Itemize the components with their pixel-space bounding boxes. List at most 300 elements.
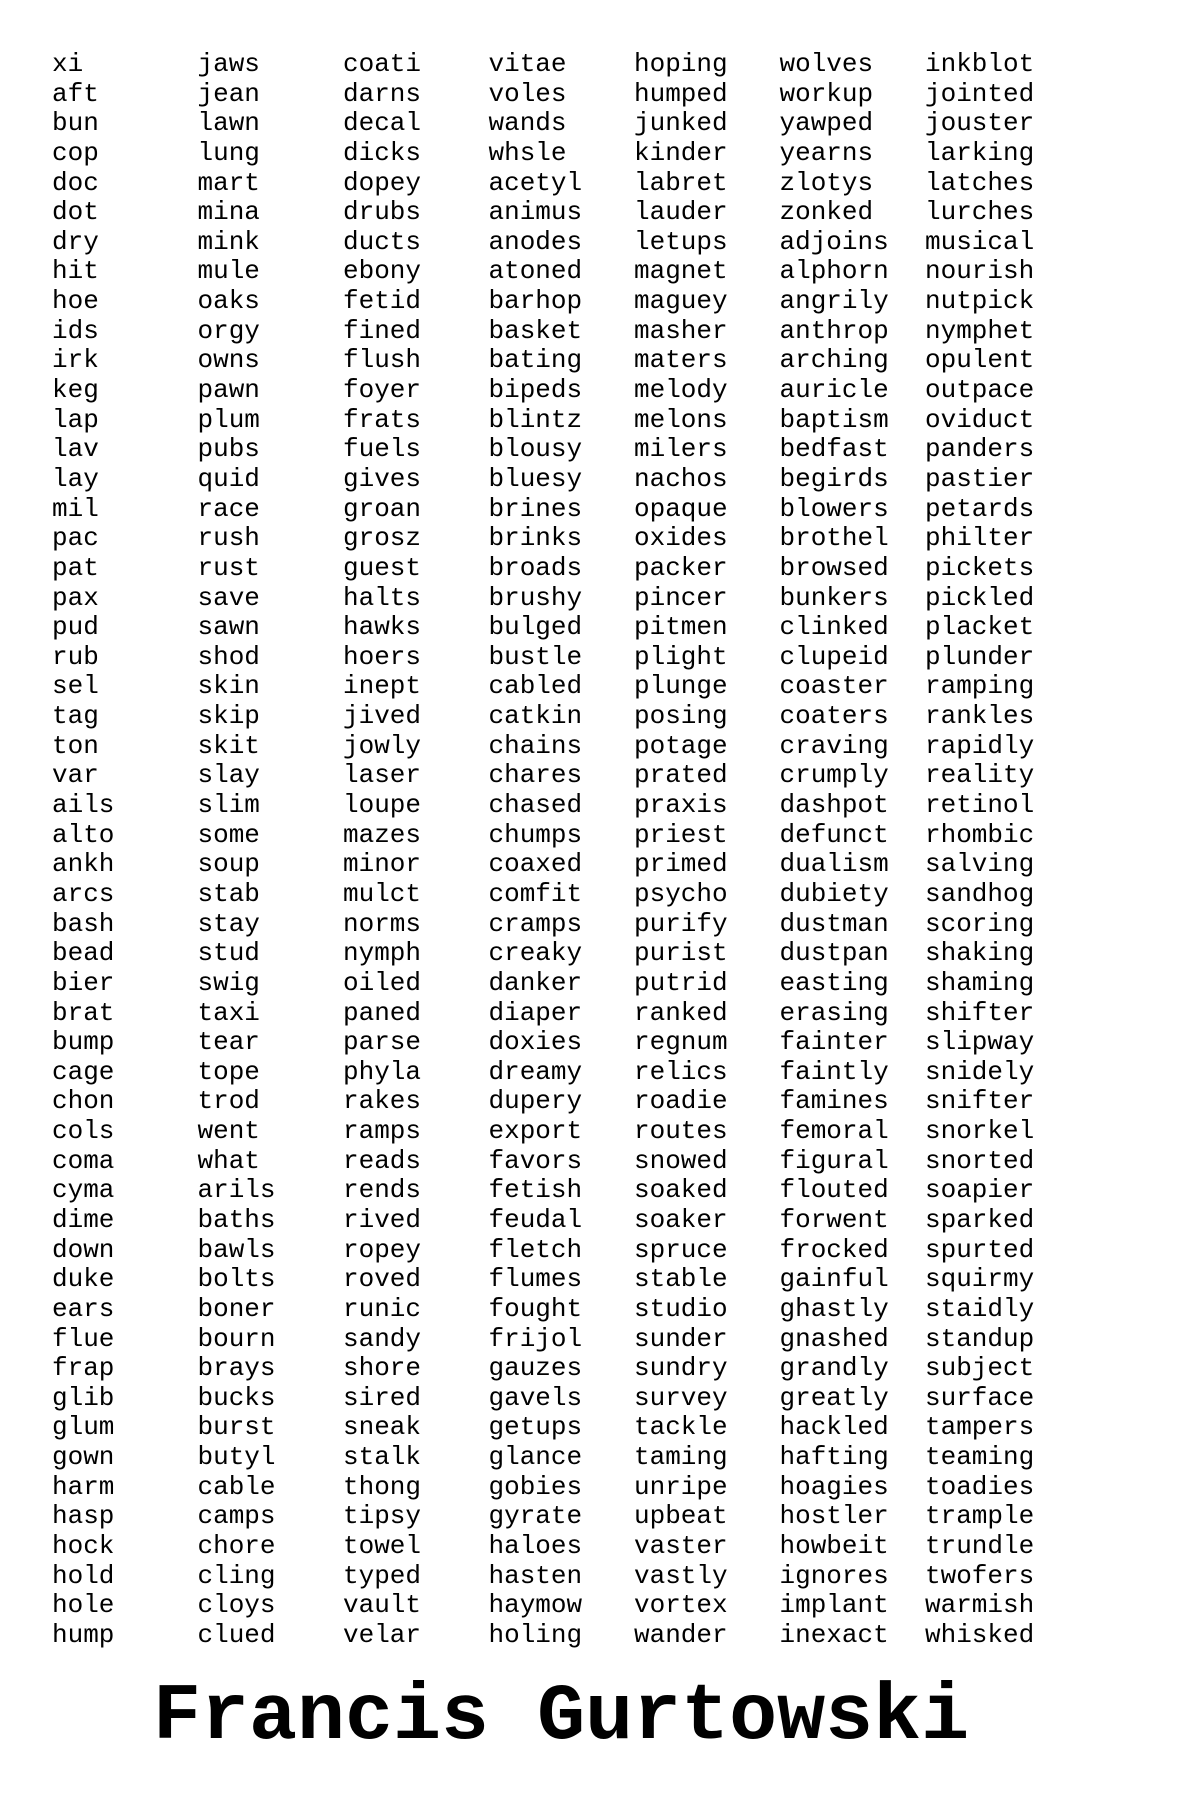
word-entry: studio xyxy=(634,1293,728,1324)
word-entry: dustpan xyxy=(779,938,889,969)
word-entry: lawn xyxy=(197,108,260,139)
word-entry: cling xyxy=(197,1560,276,1591)
word-entry: nourish xyxy=(925,256,1035,287)
word-column-3 xyxy=(343,50,489,1651)
word-entry: coati xyxy=(343,49,422,79)
word-entry: pax xyxy=(52,582,99,613)
word-entry: typed xyxy=(343,1560,422,1591)
word-entry: wands xyxy=(488,108,567,139)
word-entry: mina xyxy=(197,197,260,228)
word-entry: glance xyxy=(488,1442,583,1473)
word-entry: vault xyxy=(343,1590,422,1621)
word-entry: lay xyxy=(52,463,99,494)
word-entry: loupe xyxy=(343,790,422,821)
word-entry: getups xyxy=(488,1412,583,1443)
word-entry: outpace xyxy=(925,375,1035,406)
word-entry: cable xyxy=(197,1471,276,1502)
word-entry: ducts xyxy=(343,226,422,257)
word-entry: bump xyxy=(52,1027,115,1058)
word-entry: slipway xyxy=(925,1027,1035,1058)
word-entry: ropey xyxy=(343,1234,422,1265)
word-entry: bash xyxy=(52,908,115,939)
word-entry: vortex xyxy=(634,1590,728,1621)
word-entry: bluesy xyxy=(488,463,583,494)
word-entry: mazes xyxy=(343,819,422,850)
word-entry: zonked xyxy=(779,197,874,228)
word-entry: phyla xyxy=(343,1056,422,1087)
word-entry: fined xyxy=(343,315,422,346)
word-entry: nymph xyxy=(343,938,422,969)
word-entry: mule xyxy=(197,256,260,287)
word-entry: comfit xyxy=(488,878,583,909)
word-entry: ramps xyxy=(343,1116,422,1147)
word-entry: oaks xyxy=(197,286,260,317)
word-entry: catkin xyxy=(488,701,583,732)
word-entry: cyma xyxy=(52,1175,115,1206)
word-entry: fainter xyxy=(779,1027,889,1058)
author-name: Francis Gurtowski xyxy=(153,1672,970,1763)
word-entry: ghastly xyxy=(779,1293,889,1324)
word-entry: dupery xyxy=(488,1086,583,1117)
word-entry: orgy xyxy=(197,315,260,346)
word-entry: fletch xyxy=(488,1234,583,1265)
word-entry: jouster xyxy=(925,108,1035,139)
word-entry: quid xyxy=(197,463,260,494)
word-entry: thong xyxy=(343,1471,422,1502)
word-entry: flue xyxy=(52,1323,115,1354)
word-entry: spruce xyxy=(634,1234,728,1265)
word-entry: standup xyxy=(925,1323,1035,1354)
word-entry: trample xyxy=(925,1501,1035,1532)
word-entry: jived xyxy=(343,701,422,732)
word-entry: burst xyxy=(197,1412,276,1443)
word-entry: gobies xyxy=(488,1471,583,1502)
word-entry: squirmy xyxy=(925,1264,1035,1295)
word-entry: inept xyxy=(343,671,422,702)
word-entry: grosz xyxy=(343,523,422,554)
word-entry: slay xyxy=(197,760,260,791)
word-entry: hold xyxy=(52,1560,115,1591)
word-entry: humped xyxy=(634,78,728,109)
word-entry: magnet xyxy=(634,256,728,287)
word-entry: potage xyxy=(634,730,728,761)
word-entry: favors xyxy=(488,1145,583,1176)
word-entry: tag xyxy=(52,701,99,732)
word-entry: grandly xyxy=(779,1353,889,1384)
word-entry: inexact xyxy=(779,1619,889,1650)
word-entry: var xyxy=(52,760,99,791)
word-entry: soaker xyxy=(634,1204,728,1235)
word-entry: pitmen xyxy=(634,612,728,643)
word-entry: gnashed xyxy=(779,1323,889,1354)
word-entry: panders xyxy=(925,434,1035,465)
word-entry: packer xyxy=(634,552,728,583)
word-entry: vastly xyxy=(634,1560,728,1591)
word-entry: brat xyxy=(52,997,115,1028)
word-entry: gyrate xyxy=(488,1501,583,1532)
word-entry: prated xyxy=(634,760,728,791)
word-entry: dicks xyxy=(343,137,422,168)
word-entry: chore xyxy=(197,1531,276,1562)
word-entry: sawn xyxy=(197,612,260,643)
word-entry: norms xyxy=(343,908,422,939)
word-entry: nachos xyxy=(634,463,728,494)
word-entry: ignores xyxy=(779,1560,889,1591)
word-entry: famines xyxy=(779,1086,889,1117)
word-entry: shore xyxy=(343,1353,422,1384)
word-entry: musical xyxy=(925,226,1035,257)
word-entry: snidely xyxy=(925,1056,1035,1087)
word-entry: rub xyxy=(52,641,99,672)
word-entry: adjoins xyxy=(779,226,889,257)
word-entry: keg xyxy=(52,375,99,406)
word-entry: stab xyxy=(197,878,260,909)
word-entry: cage xyxy=(52,1056,115,1087)
word-entry: ears xyxy=(52,1293,115,1324)
word-entry: stalk xyxy=(343,1442,422,1473)
word-entry: angrily xyxy=(779,286,889,317)
word-entry: plunder xyxy=(925,641,1035,672)
word-entry: hasten xyxy=(488,1560,583,1591)
word-entry: retinol xyxy=(925,790,1035,821)
word-entry: export xyxy=(488,1116,583,1147)
word-entry: bead xyxy=(52,938,115,969)
word-entry: hostler xyxy=(779,1501,889,1532)
word-entry: arcs xyxy=(52,878,115,909)
word-entry: vitae xyxy=(488,49,567,79)
word-grid xyxy=(52,50,1071,1651)
word-entry: gives xyxy=(343,463,422,494)
word-entry: tackle xyxy=(634,1412,728,1443)
word-entry: latches xyxy=(925,167,1035,198)
word-entry: ranked xyxy=(634,997,728,1028)
word-entry: hoe xyxy=(52,286,99,317)
word-entry: purist xyxy=(634,938,728,969)
word-entry: mart xyxy=(197,167,260,198)
word-entry: implant xyxy=(779,1590,889,1621)
word-entry: dopey xyxy=(343,167,422,198)
word-entry: craving xyxy=(779,730,889,761)
word-entry: dustman xyxy=(779,908,889,939)
word-entry: ebony xyxy=(343,256,422,287)
word-entry: tampers xyxy=(925,1412,1035,1443)
word-entry: rankles xyxy=(925,701,1035,732)
word-entry: spurted xyxy=(925,1234,1035,1265)
word-entry: dot xyxy=(52,197,99,228)
word-entry: letups xyxy=(634,226,728,257)
word-entry: bun xyxy=(52,108,99,139)
word-entry: plum xyxy=(197,404,260,435)
word-entry: fetid xyxy=(343,286,422,317)
word-entry: shifter xyxy=(925,997,1035,1028)
word-entry: gauzes xyxy=(488,1353,583,1384)
word-entry: parse xyxy=(343,1027,422,1058)
word-column-2 xyxy=(198,50,344,1651)
word-entry: baptism xyxy=(779,404,889,435)
word-entry: twofers xyxy=(925,1560,1035,1591)
word-entry: towel xyxy=(343,1531,422,1562)
word-entry: roadie xyxy=(634,1086,728,1117)
word-entry: oiled xyxy=(343,967,422,998)
word-entry: pac xyxy=(52,523,99,554)
word-entry: hock xyxy=(52,1531,115,1562)
word-entry: flouted xyxy=(779,1175,889,1206)
word-entry: tope xyxy=(197,1056,260,1087)
word-entry: browsed xyxy=(779,552,889,583)
word-entry: pastier xyxy=(925,463,1035,494)
word-entry: sundry xyxy=(634,1353,728,1384)
word-entry: crumply xyxy=(779,760,889,791)
word-entry: blintz xyxy=(488,404,583,435)
word-entry: darns xyxy=(343,78,422,109)
word-entry: snifter xyxy=(925,1086,1035,1117)
word-entry: flumes xyxy=(488,1264,583,1295)
word-entry: unripe xyxy=(634,1471,728,1502)
word-entry: cloys xyxy=(197,1590,276,1621)
word-entry: pickets xyxy=(925,552,1035,583)
word-entry: hoagies xyxy=(779,1471,889,1502)
word-entry: cop xyxy=(52,137,99,168)
word-entry: sired xyxy=(343,1382,422,1413)
word-entry: auricle xyxy=(779,375,889,406)
word-entry: acetyl xyxy=(488,167,583,198)
word-entry: praxis xyxy=(634,790,728,821)
word-entry: sparked xyxy=(925,1204,1035,1235)
word-entry: cabled xyxy=(488,671,583,702)
word-entry: xi xyxy=(52,49,84,79)
word-entry: tipsy xyxy=(343,1501,422,1532)
word-entry: jaws xyxy=(197,49,260,79)
word-entry: staidly xyxy=(925,1293,1035,1324)
word-entry: mink xyxy=(197,226,260,257)
word-entry: decal xyxy=(343,108,422,139)
word-entry: danker xyxy=(488,967,583,998)
word-entry: duke xyxy=(52,1264,115,1295)
word-entry: bolts xyxy=(197,1264,276,1295)
word-entry: putrid xyxy=(634,967,728,998)
word-entry: oviduct xyxy=(925,404,1035,435)
word-entry: shaming xyxy=(925,967,1035,998)
word-entry: bating xyxy=(488,345,583,376)
word-entry: went xyxy=(197,1116,260,1147)
word-entry: primed xyxy=(634,849,728,880)
word-entry: brays xyxy=(197,1353,276,1384)
word-entry: rush xyxy=(197,523,260,554)
word-entry: frijol xyxy=(488,1323,583,1354)
word-entry: skip xyxy=(197,701,260,732)
word-entry: plunge xyxy=(634,671,728,702)
word-entry: lap xyxy=(52,404,99,435)
word-entry: fetish xyxy=(488,1175,583,1206)
word-entry: brothel xyxy=(779,523,889,554)
word-entry: reads xyxy=(343,1145,422,1176)
word-entry: begirds xyxy=(779,463,889,494)
word-entry: jointed xyxy=(925,78,1035,109)
word-entry: greatly xyxy=(779,1382,889,1413)
word-entry: paned xyxy=(343,997,422,1028)
word-entry: stud xyxy=(197,938,260,969)
word-entry: lauder xyxy=(634,197,728,228)
word-entry: regnum xyxy=(634,1027,728,1058)
word-entry: hole xyxy=(52,1590,115,1621)
word-entry: wander xyxy=(634,1619,728,1650)
word-entry: dualism xyxy=(779,849,889,880)
word-entry: flush xyxy=(343,345,422,376)
word-entry: hackled xyxy=(779,1412,889,1443)
word-entry: kinder xyxy=(634,137,728,168)
word-entry: hump xyxy=(52,1619,115,1650)
word-entry: lung xyxy=(197,137,260,168)
word-entry: reality xyxy=(925,760,1035,791)
word-entry: snorted xyxy=(925,1145,1035,1176)
word-entry: coaters xyxy=(779,701,889,732)
word-entry: upbeat xyxy=(634,1501,728,1532)
word-column-7 xyxy=(925,50,1071,1651)
word-entry: creaky xyxy=(488,938,583,969)
word-entry: pud xyxy=(52,612,99,643)
word-entry: anthrop xyxy=(779,315,889,346)
word-entry: shaking xyxy=(925,938,1035,969)
word-entry: save xyxy=(197,582,260,613)
word-entry: rhombic xyxy=(925,819,1035,850)
word-entry: maguey xyxy=(634,286,728,317)
word-entry: brines xyxy=(488,493,583,524)
word-entry: maters xyxy=(634,345,728,376)
word-entry: vaster xyxy=(634,1531,728,1562)
word-entry: shod xyxy=(197,641,260,672)
word-entry: chares xyxy=(488,760,583,791)
word-entry: what xyxy=(197,1145,260,1176)
word-entry: coaxed xyxy=(488,849,583,880)
word-entry: arching xyxy=(779,345,889,376)
word-entry: jean xyxy=(197,78,260,109)
word-entry: relics xyxy=(634,1056,728,1087)
word-entry: holing xyxy=(488,1619,583,1650)
word-entry: lav xyxy=(52,434,99,465)
word-entry: psycho xyxy=(634,878,728,909)
word-entry: warmish xyxy=(925,1590,1035,1621)
word-entry: rends xyxy=(343,1175,422,1206)
word-entry: chumps xyxy=(488,819,583,850)
word-entry: easting xyxy=(779,967,889,998)
word-entry: purify xyxy=(634,908,728,939)
word-entry: pat xyxy=(52,552,99,583)
word-entry: gavels xyxy=(488,1382,583,1413)
word-entry: clupeid xyxy=(779,641,889,672)
word-entry: erasing xyxy=(779,997,889,1028)
word-entry: dubiety xyxy=(779,878,889,909)
word-entry: hasp xyxy=(52,1501,115,1532)
word-entry: bunkers xyxy=(779,582,889,613)
word-entry: gown xyxy=(52,1442,115,1473)
word-entry: rived xyxy=(343,1204,422,1235)
word-entry: hoers xyxy=(343,641,422,672)
word-entry: haymow xyxy=(488,1590,583,1621)
word-entry: dry xyxy=(52,226,99,257)
word-entry: boner xyxy=(197,1293,276,1324)
word-entry: hafting xyxy=(779,1442,889,1473)
word-entry: plight xyxy=(634,641,728,672)
word-entry: snorkel xyxy=(925,1116,1035,1147)
word-entry: bawls xyxy=(197,1234,276,1265)
word-entry: wolves xyxy=(779,49,874,79)
word-entry: larking xyxy=(925,137,1035,168)
word-entry: velar xyxy=(343,1619,422,1650)
word-entry: sel xyxy=(52,671,99,702)
word-entry: figural xyxy=(779,1145,889,1176)
word-entry: dashpot xyxy=(779,790,889,821)
word-entry: baths xyxy=(197,1204,276,1235)
word-entry: brinks xyxy=(488,523,583,554)
word-entry: survey xyxy=(634,1382,728,1413)
word-entry: soaked xyxy=(634,1175,728,1206)
word-entry: routes xyxy=(634,1116,728,1147)
word-entry: ramping xyxy=(925,671,1035,702)
word-entry: pawn xyxy=(197,375,260,406)
word-entry: stable xyxy=(634,1264,728,1295)
word-entry: pincer xyxy=(634,582,728,613)
word-entry: jowly xyxy=(343,730,422,761)
word-entry: aft xyxy=(52,78,99,109)
word-entry: taming xyxy=(634,1442,728,1473)
word-column-5 xyxy=(634,50,780,1651)
word-entry: tear xyxy=(197,1027,260,1058)
word-entry: rakes xyxy=(343,1086,422,1117)
word-entry: scoring xyxy=(925,908,1035,939)
word-entry: whisked xyxy=(925,1619,1035,1650)
word-entry: drubs xyxy=(343,197,422,228)
word-entry: labret xyxy=(634,167,728,198)
word-entry: irk xyxy=(52,345,99,376)
word-entry: cols xyxy=(52,1116,115,1147)
word-entry: runic xyxy=(343,1293,422,1324)
word-entry: philter xyxy=(925,523,1035,554)
word-entry: melody xyxy=(634,375,728,406)
word-entry: zlotys xyxy=(779,167,874,198)
word-entry: chains xyxy=(488,730,583,761)
word-entry: soapier xyxy=(925,1175,1035,1206)
word-entry: harm xyxy=(52,1471,115,1502)
word-entry: coma xyxy=(52,1145,115,1176)
word-entry: skit xyxy=(197,730,260,761)
word-entry: groan xyxy=(343,493,422,524)
word-entry: butyl xyxy=(197,1442,276,1473)
word-entry: milers xyxy=(634,434,728,465)
word-entry: hoping xyxy=(634,49,728,79)
word-entry: sunder xyxy=(634,1323,728,1354)
word-entry: ids xyxy=(52,315,99,346)
word-entry: glib xyxy=(52,1382,115,1413)
word-entry: pickled xyxy=(925,582,1035,613)
word-entry: dreamy xyxy=(488,1056,583,1087)
word-entry: clued xyxy=(197,1619,276,1650)
word-entry: yawped xyxy=(779,108,874,139)
word-entry: voles xyxy=(488,78,567,109)
word-entry: slim xyxy=(197,790,260,821)
word-entry: opulent xyxy=(925,345,1035,376)
word-entry: animus xyxy=(488,197,583,228)
word-entry: doc xyxy=(52,167,99,198)
word-entry: race xyxy=(197,493,260,524)
word-entry: snowed xyxy=(634,1145,728,1176)
word-entry: frocked xyxy=(779,1234,889,1265)
word-entry: brushy xyxy=(488,582,583,613)
word-entry: skin xyxy=(197,671,260,702)
word-entry: yearns xyxy=(779,137,874,168)
word-entry: hit xyxy=(52,256,99,287)
word-entry: owns xyxy=(197,345,260,376)
word-entry: some xyxy=(197,819,260,850)
